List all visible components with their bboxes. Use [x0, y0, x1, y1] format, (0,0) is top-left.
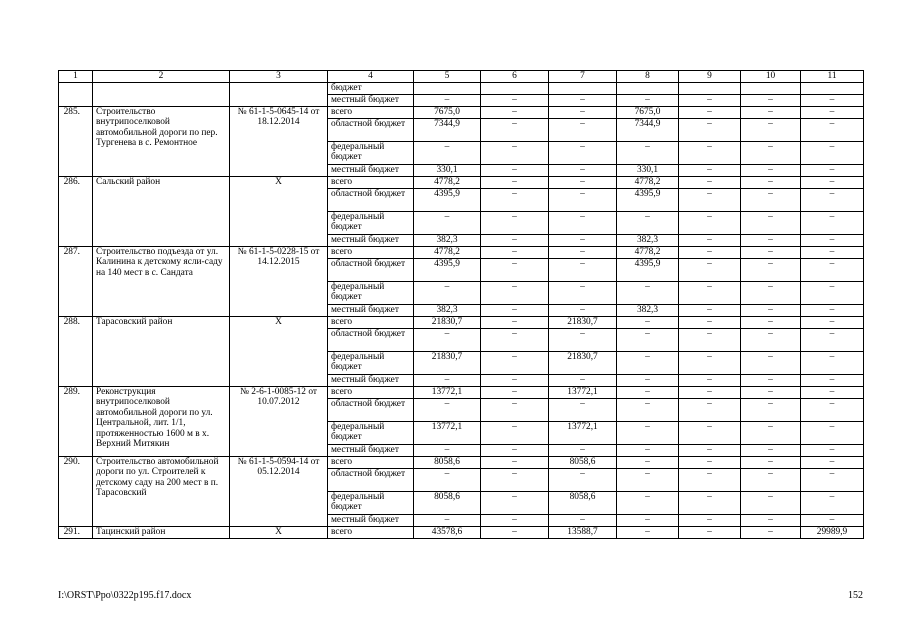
value-cell: – [414, 211, 481, 234]
value-cell: 7675,0 [617, 106, 679, 118]
value-cell: – [679, 176, 741, 188]
value-cell: – [549, 211, 617, 234]
value-cell: – [801, 118, 864, 141]
value-cell: 4778,2 [617, 176, 679, 188]
value-cell: 43578,6 [414, 526, 481, 538]
value-cell: – [801, 421, 864, 444]
budget-source: областной бюджет [328, 328, 414, 351]
expertise-doc: Х [230, 316, 328, 386]
budget-source: местный бюджет [328, 514, 414, 526]
value-cell: – [741, 398, 801, 421]
value-cell: 382,3 [617, 234, 679, 246]
budget-table [58, 70, 864, 539]
value-cell: – [741, 234, 801, 246]
value-cell: – [481, 164, 549, 176]
budget-source: всего [328, 246, 414, 258]
value-cell: – [414, 514, 481, 526]
continued-cell [93, 83, 230, 107]
expertise-doc: № 61-1-5-0645-14 от 18.12.2014 [230, 106, 328, 176]
column-header: 4 [328, 71, 414, 83]
budget-source: областной бюджет [328, 118, 414, 141]
value-cell: – [741, 328, 801, 351]
budget-source: бюджет [328, 83, 414, 95]
value-cell: – [481, 316, 549, 328]
value-cell: – [617, 328, 679, 351]
value-cell: – [801, 351, 864, 374]
budget-source: областной бюджет [328, 468, 414, 491]
value-cell: – [741, 118, 801, 141]
budget-source: местный бюджет [328, 234, 414, 246]
value-cell: – [679, 106, 741, 118]
value-cell: – [549, 141, 617, 164]
value-cell: – [801, 456, 864, 468]
value-cell: 330,1 [617, 164, 679, 176]
value-cell: – [617, 316, 679, 328]
value-cell: – [549, 246, 617, 258]
value-cell: – [481, 374, 549, 386]
value-cell: – [679, 304, 741, 316]
value-cell: – [549, 118, 617, 141]
value-cell [617, 83, 679, 95]
value-cell: – [549, 94, 617, 106]
continued-cell [230, 83, 328, 107]
value-cell: – [679, 374, 741, 386]
value-cell: – [741, 421, 801, 444]
value-cell: – [679, 386, 741, 398]
value-cell: – [741, 164, 801, 176]
column-header: 3 [230, 71, 328, 83]
value-cell: – [679, 328, 741, 351]
value-cell: – [414, 328, 481, 351]
value-cell: – [679, 456, 741, 468]
value-cell: – [679, 234, 741, 246]
value-cell: – [801, 398, 864, 421]
value-cell [741, 83, 801, 95]
object-name: Строительство подъезда от ул. Калинина к детскому ясли-саду на 140 мест в с. Сандата [93, 246, 230, 316]
value-cell: – [741, 456, 801, 468]
value-cell: – [801, 316, 864, 328]
value-cell: – [741, 468, 801, 491]
value-cell: – [679, 246, 741, 258]
value-cell: – [617, 491, 679, 514]
row-number: 287. [59, 246, 93, 316]
row-number: 290. [59, 456, 93, 526]
value-cell: 21830,7 [549, 351, 617, 374]
value-cell: – [481, 304, 549, 316]
value-cell: – [549, 234, 617, 246]
value-cell: 7675,0 [414, 106, 481, 118]
value-cell: – [414, 374, 481, 386]
value-cell: 13588,7 [549, 526, 617, 538]
value-cell: – [549, 188, 617, 211]
value-cell: 4395,9 [414, 258, 481, 281]
value-cell: – [741, 258, 801, 281]
column-header: 6 [481, 71, 549, 83]
table-row [59, 316, 864, 328]
value-cell: 13772,1 [414, 421, 481, 444]
value-cell: – [481, 211, 549, 234]
value-cell: – [801, 386, 864, 398]
expertise-doc: № 2-6-1-0085-12 от 10.07.2012 [230, 386, 328, 456]
table-row [59, 176, 864, 188]
value-cell: – [549, 281, 617, 304]
continued-cell [59, 83, 93, 107]
value-cell: – [801, 281, 864, 304]
table-row [59, 456, 864, 468]
value-cell: – [741, 188, 801, 211]
value-cell: – [549, 374, 617, 386]
budget-source: федеральный бюджет [328, 351, 414, 374]
value-cell: – [801, 246, 864, 258]
value-cell: – [801, 234, 864, 246]
value-cell: – [549, 444, 617, 456]
value-cell: 13772,1 [549, 386, 617, 398]
value-cell: – [801, 491, 864, 514]
value-cell: – [549, 468, 617, 491]
value-cell: – [741, 316, 801, 328]
value-cell: – [741, 281, 801, 304]
value-cell: – [617, 468, 679, 491]
value-cell: – [679, 421, 741, 444]
table-body [59, 71, 864, 539]
budget-source: местный бюджет [328, 304, 414, 316]
table-row [59, 106, 864, 118]
value-cell: – [617, 94, 679, 106]
value-cell: – [617, 386, 679, 398]
row-number: 288. [59, 316, 93, 386]
value-cell: 7344,9 [617, 118, 679, 141]
budget-source: федеральный бюджет [328, 491, 414, 514]
value-cell: – [679, 188, 741, 211]
value-cell: – [679, 316, 741, 328]
value-cell: – [679, 141, 741, 164]
object-name: Строительство автомобильной дороги по ул. Строителей к детскому саду на 200 мест в п. Тарасовский [93, 456, 230, 526]
footer-file-path: I:\ORST\Ppo\0322p195.f17.docx [58, 590, 192, 601]
value-cell: 8058,6 [549, 491, 617, 514]
value-cell: – [549, 328, 617, 351]
value-cell: – [679, 468, 741, 491]
value-cell: – [741, 106, 801, 118]
table-row [59, 386, 864, 398]
value-cell: – [679, 526, 741, 538]
value-cell: – [617, 514, 679, 526]
column-header: 7 [549, 71, 617, 83]
value-cell: 13772,1 [549, 421, 617, 444]
value-cell: – [801, 188, 864, 211]
value-cell: – [801, 141, 864, 164]
value-cell: – [801, 258, 864, 281]
value-cell: – [414, 468, 481, 491]
value-cell: – [801, 164, 864, 176]
value-cell: 4395,9 [617, 258, 679, 281]
value-cell: – [679, 118, 741, 141]
value-cell: – [741, 304, 801, 316]
row-number: 285. [59, 106, 93, 176]
value-cell: – [549, 106, 617, 118]
value-cell: – [414, 141, 481, 164]
footer-page-number: 152 [848, 590, 863, 601]
value-cell: 21830,7 [414, 351, 481, 374]
value-cell: – [617, 398, 679, 421]
value-cell: – [481, 141, 549, 164]
budget-source: всего [328, 386, 414, 398]
row-number: 291. [59, 526, 93, 538]
header-row [59, 71, 864, 83]
budget-source: федеральный бюджет [328, 421, 414, 444]
budget-source: местный бюджет [328, 94, 414, 106]
table-row [59, 526, 864, 538]
value-cell: – [481, 421, 549, 444]
value-cell: – [801, 468, 864, 491]
value-cell: – [481, 94, 549, 106]
value-cell: – [617, 456, 679, 468]
object-name: Тарасовский район [93, 316, 230, 386]
value-cell: 382,3 [617, 304, 679, 316]
value-cell: 8058,6 [549, 456, 617, 468]
value-cell: – [679, 398, 741, 421]
object-name: Реконструкция внутрипоселковой автомобильной дороги по ул. Центральной, лит. 1/1, протяженностью 1600 м в х. Верхний Митякин [93, 386, 230, 456]
value-cell: – [679, 351, 741, 374]
value-cell: – [617, 281, 679, 304]
expertise-doc: № 61-1-5-0594-14 от 05.12.2014 [230, 456, 328, 526]
table-row [59, 83, 864, 95]
budget-source: всего [328, 176, 414, 188]
budget-source: всего [328, 316, 414, 328]
budget-source: областной бюджет [328, 398, 414, 421]
value-cell: – [481, 398, 549, 421]
expertise-doc: № 61-1-5-0228-15 от 14.12.2015 [230, 246, 328, 316]
budget-source: областной бюджет [328, 188, 414, 211]
value-cell: – [741, 491, 801, 514]
value-cell: – [741, 211, 801, 234]
value-cell: – [617, 421, 679, 444]
value-cell: 4778,2 [617, 246, 679, 258]
value-cell: – [679, 514, 741, 526]
value-cell: – [481, 526, 549, 538]
column-header: 8 [617, 71, 679, 83]
value-cell: – [549, 258, 617, 281]
value-cell: – [481, 491, 549, 514]
object-name: Тацинский район [93, 526, 230, 538]
value-cell: – [741, 526, 801, 538]
value-cell: – [414, 94, 481, 106]
value-cell: – [617, 351, 679, 374]
value-cell: – [617, 526, 679, 538]
value-cell: – [801, 328, 864, 351]
value-cell [481, 83, 549, 95]
budget-source: местный бюджет [328, 164, 414, 176]
expertise-doc: Х [230, 176, 328, 246]
column-header: 10 [741, 71, 801, 83]
value-cell: 21830,7 [549, 316, 617, 328]
value-cell: – [481, 456, 549, 468]
value-cell: – [481, 328, 549, 351]
value-cell: 7344,9 [414, 118, 481, 141]
row-number: 289. [59, 386, 93, 456]
value-cell: 29989,9 [801, 526, 864, 538]
value-cell: – [679, 444, 741, 456]
value-cell: – [414, 281, 481, 304]
column-header: 9 [679, 71, 741, 83]
value-cell: – [481, 118, 549, 141]
value-cell: 4395,9 [414, 188, 481, 211]
value-cell: – [679, 281, 741, 304]
value-cell: – [481, 246, 549, 258]
value-cell: – [481, 444, 549, 456]
value-cell: 4395,9 [617, 188, 679, 211]
value-cell: – [414, 398, 481, 421]
value-cell: – [741, 351, 801, 374]
value-cell: – [741, 141, 801, 164]
value-cell: 8058,6 [414, 456, 481, 468]
budget-source: всего [328, 456, 414, 468]
value-cell: – [481, 281, 549, 304]
row-number: 286. [59, 176, 93, 246]
value-cell: – [617, 141, 679, 164]
value-cell: – [679, 211, 741, 234]
value-cell: – [679, 491, 741, 514]
value-cell: – [801, 444, 864, 456]
value-cell: 13772,1 [414, 386, 481, 398]
budget-source: федеральный бюджет [328, 281, 414, 304]
value-cell [801, 83, 864, 95]
value-cell: – [549, 304, 617, 316]
value-cell [549, 83, 617, 95]
value-cell [679, 83, 741, 95]
value-cell: – [741, 94, 801, 106]
value-cell: – [801, 211, 864, 234]
column-header: 5 [414, 71, 481, 83]
value-cell: – [481, 468, 549, 491]
value-cell: – [741, 246, 801, 258]
column-header: 2 [93, 71, 230, 83]
object-name: Сальский район [93, 176, 230, 246]
value-cell: – [617, 211, 679, 234]
budget-source: всего [328, 526, 414, 538]
budget-source: всего [328, 106, 414, 118]
value-cell [414, 83, 481, 95]
budget-source: местный бюджет [328, 374, 414, 386]
value-cell: – [549, 164, 617, 176]
value-cell: – [617, 374, 679, 386]
value-cell: – [801, 374, 864, 386]
value-cell: 8058,6 [414, 491, 481, 514]
value-cell: – [741, 514, 801, 526]
value-cell: – [549, 398, 617, 421]
value-cell: – [481, 234, 549, 246]
value-cell: – [481, 106, 549, 118]
value-cell: – [801, 304, 864, 316]
budget-source: федеральный бюджет [328, 211, 414, 234]
object-name: Строительство внутрипоселковой автомобильной дороги по пер. Тургенева в с. Ремонтное [93, 106, 230, 176]
value-cell: – [679, 258, 741, 281]
expertise-doc: Х [230, 526, 328, 538]
budget-source: местный бюджет [328, 444, 414, 456]
budget-source: областной бюджет [328, 258, 414, 281]
value-cell: 4778,2 [414, 246, 481, 258]
value-cell: – [741, 386, 801, 398]
value-cell: – [549, 176, 617, 188]
value-cell: – [481, 258, 549, 281]
value-cell: – [617, 444, 679, 456]
value-cell: – [741, 176, 801, 188]
value-cell: – [801, 514, 864, 526]
table-row [59, 246, 864, 258]
value-cell: 4778,2 [414, 176, 481, 188]
column-header: 11 [801, 71, 864, 83]
budget-source: федеральный бюджет [328, 141, 414, 164]
value-cell: – [414, 444, 481, 456]
value-cell: – [801, 94, 864, 106]
value-cell: – [741, 444, 801, 456]
value-cell: – [481, 351, 549, 374]
column-header: 1 [59, 71, 93, 83]
value-cell: – [481, 386, 549, 398]
value-cell: – [801, 176, 864, 188]
value-cell: – [679, 94, 741, 106]
value-cell: 382,3 [414, 234, 481, 246]
value-cell: 330,1 [414, 164, 481, 176]
value-cell: – [481, 514, 549, 526]
value-cell: – [679, 164, 741, 176]
value-cell: – [549, 514, 617, 526]
value-cell: – [481, 188, 549, 211]
value-cell: 382,3 [414, 304, 481, 316]
value-cell: – [801, 106, 864, 118]
value-cell: – [741, 374, 801, 386]
value-cell: 21830,7 [414, 316, 481, 328]
value-cell: – [481, 176, 549, 188]
